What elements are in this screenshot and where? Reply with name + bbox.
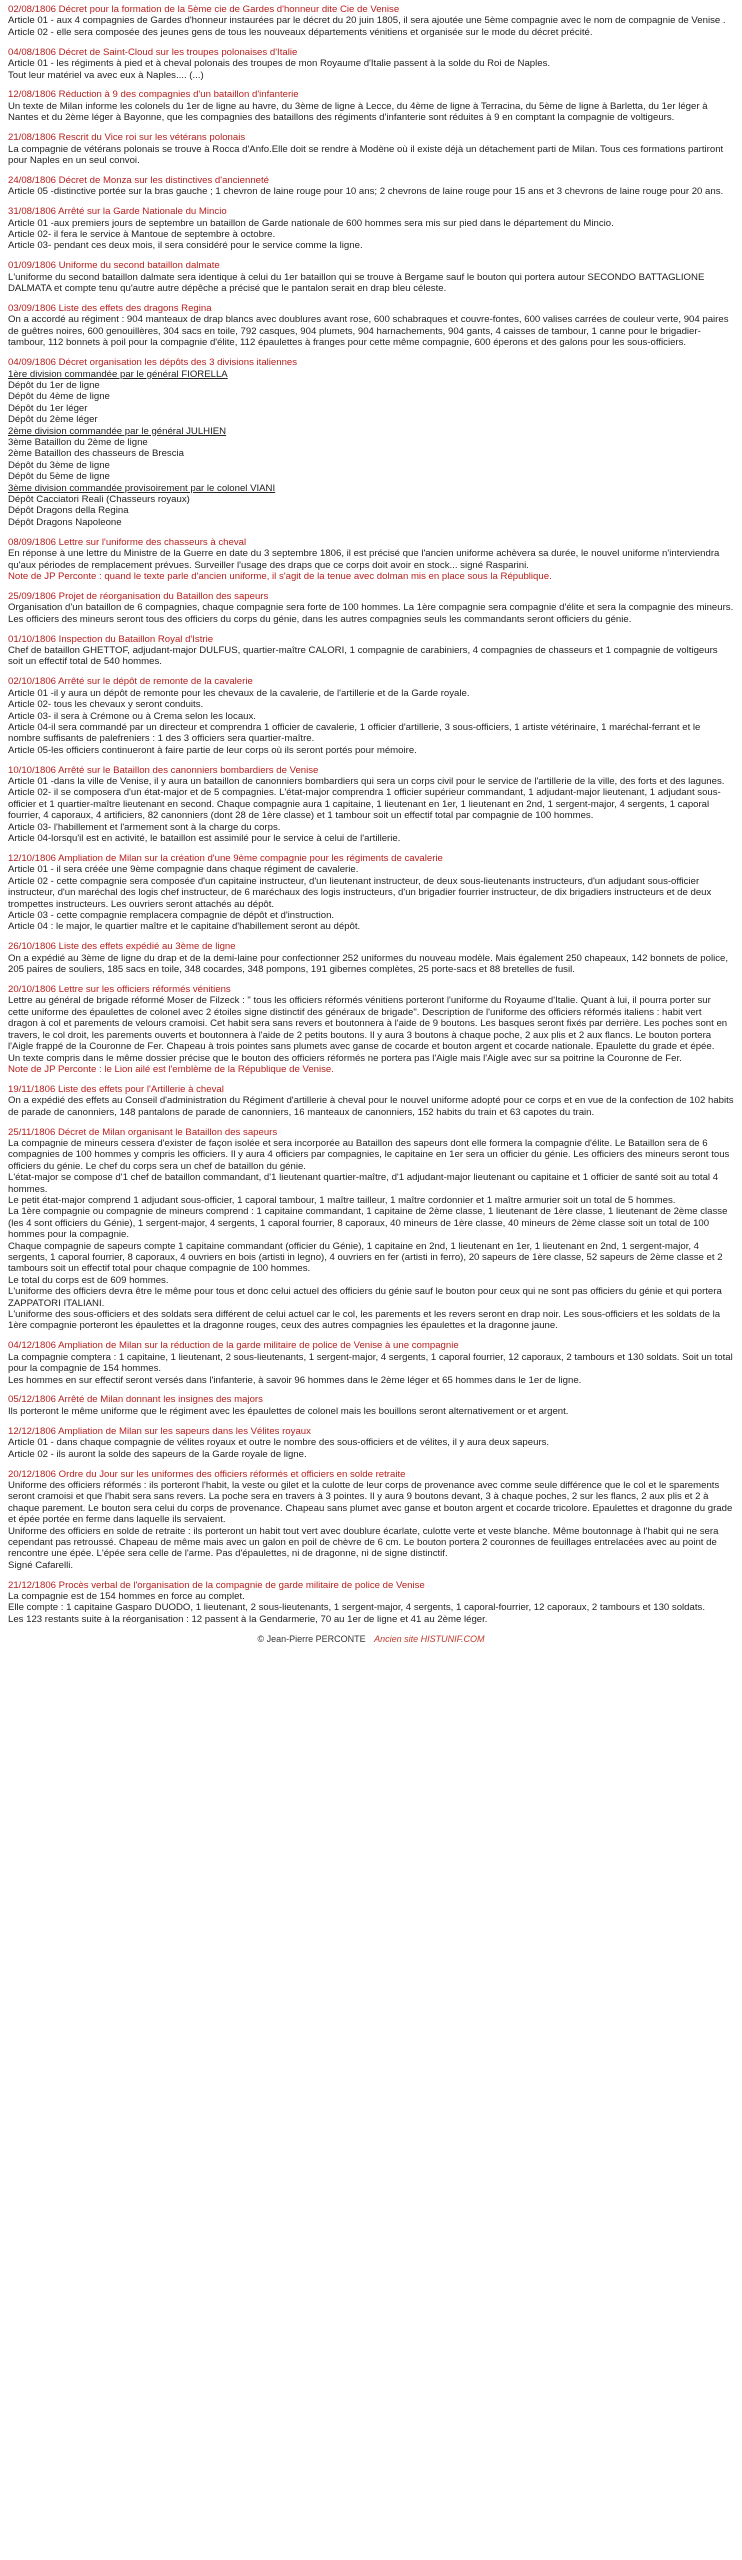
decree-paragraph: Le petit état-major comprend 1 adjudant sous-officier, 1 caporal tambour, 1 maître tailleur, 1 maître cordonnier et 1 maître armurier soit un total de 5 hommes. (8, 1194, 676, 1206)
site-link[interactable]: Ancien site HISTUNIF.COM (374, 1633, 485, 1644)
decree-paragraph: En réponse à une lettre du Ministre de la Guerre en date du 3 septembre 1806, il est précisé que l'ancien uniforme achèvera sa durée, le nouvel uniforme n'interviendra qu'aux périodes de remplacement prévues. Surveiller l'usage des draps que ce corps doit avoir en stock... signé Rasparini. (8, 548, 720, 571)
decree-title: 04/12/1806 Ampliation de Milan sur la réduction de la garde militaire de police de Venise à une compagnie (8, 1340, 459, 1352)
decree-title: 05/12/1806 Arrêté de Milan donnant les insignes des majors (8, 1394, 263, 1406)
footer (8, 1634, 734, 1645)
decree-paragraph: On a accordé au régiment : 904 manteaux de drap blancs avec doublures avant rose, 600 schabraques et couvre-fontes, 600 valises carrées de couleur verte, 904 paires de guêtres noires, 600 genouillères, 304 sacs en toile, 792 casques, 904 plumets, 904 harnachements, 904 gants, 4 caisses de tambour, 1 canne pour le brigadier-tambour, 112 bonnets à poil pour la compagnie d'élite, 112 épaulettes à franges pour cette même compagnie, 600 éperons et des galons pour les sous-officiers. (8, 314, 729, 349)
decree-title: 01/09/1806 Uniforme du second bataillon dalmate (8, 260, 220, 272)
decree-paragraph: Article 02 - cette compagnie sera composée d'un capitaine instructeur, d'un lieutenant instructeur, de deux sous-lieutenants instructeurs, d'un adjudant sous-officier instructeur, d'un maréchal des logis chef instructeur, de 6 maréchaux des logis instructeurs, d'un brigadier fourrier instructeur, de dix brigadiers instructeurs et de deux trompettes instructeurs. Les ouvriers seront attachés au dépôt. (8, 875, 712, 910)
decree-paragraph: La compagnie est de 154 hommes en force au complet. (8, 1591, 245, 1603)
decree-paragraph: 2ème Bataillon des chasseurs de Brescia (8, 448, 184, 460)
decree-paragraph: Article 03- pendant ces deux mois, il sera considéré pour le service comme la ligne. (8, 240, 363, 252)
decree-title: 08/09/1806 Lettre sur l'uniforme des chasseurs à cheval (8, 536, 247, 548)
decree-entry (8, 1394, 734, 1417)
decree-paragraph: Article 01 - aux 4 compagnies de Gardes d'honneur instaurées par le décret du 20 juin 1805, il sera ajoutée une 5ème compagnie avec le nom de compagnie de Venise . (8, 15, 726, 27)
decree-paragraph: Article 01 -il y aura un dépôt de remonte pour les chevaux de la cavalerie, de l'artillerie et de la Garde royale. (8, 687, 470, 699)
decree-paragraph: Article 01 - il sera créée une 9ème compagnie dans chaque régiment de cavalerie. (8, 864, 359, 876)
decree-title: 12/12/1806 Ampliation de Milan sur les sapeurs dans les Vélites royaux (8, 1425, 311, 1437)
decree-entry (8, 1426, 734, 1460)
decree-title: 04/09/1806 Décret organisation les dépôts des 3 divisions italiennes (8, 357, 298, 369)
decree-title: 04/08/1806 Décret de Saint-Cloud sur les troupes polonaises d'Italie (8, 46, 298, 58)
decree-paragraph: 3ème Bataillon du 2ème de ligne (8, 437, 148, 448)
decree-entry (8, 634, 734, 668)
decree-entry (8, 260, 734, 294)
decree-paragraph: Dépôt Dragons della Regina (8, 505, 129, 517)
decree-entry (8, 941, 734, 975)
decree-list (8, 4, 734, 1625)
decree-paragraph: On a expédié au 3ème de ligne du drap et de la demi-laine pour confectionner 252 uniformes du nouveau modèle. Mais également 250 chapeaux, 142 bonnets de police, 205 paires de souliers, 185 sacs en toile, 348 cocardes, 348 pompons, 191 gibernes complètes, 25 porte-sacs et 88 bretelles de fusil. (8, 952, 729, 976)
decree-paragraph: Le total du corps est de 609 hommes. (8, 1274, 169, 1286)
decree-paragraph: Article 02 - elle sera composée des jeunes gens de tous les nouveaux départements vénitiens et organisée sur le mode du décret précité. (8, 26, 593, 38)
decree-entry (8, 984, 734, 1075)
decree-title: 10/10/1806 Arrêté sur le Bataillon des canonniers bombardiers de Venise (8, 764, 319, 776)
decree-paragraph: Article 02- il se composera d'un état-major et de 5 compagnies. L'état-major comprendra 1 officier supérieur commandant, 1 adjudant-major lieutenant, 1 adjudant sous-officier et 1 quartier-maître lieutenant en second. Chaque compagnie aura 1 capitaine, 1 lieutenant en 1er, 1 lieutenant en 2nd, 1 sergent-major, 4 sergents, 1 caporal fourrier, 4 caporaux, 4 artificiers, 82 canonniers (dont 28 de 1ère classe) et 1 tambour soit un effectif total par compagnie de 100 hommes. (8, 787, 721, 822)
decree-paragraph: On a expédié des effets au Conseil d'administration du Régiment d'artillerie à cheval pour le nouvel uniforme adopté pour ce corps et en vue de la confection de 102 habits de parade de canonniers, 148 pantalons de parade de canonniers, 16 manteaux de canonniers, 152 habits du train et 63 capotes du train. (8, 1095, 734, 1118)
decree-paragraph: Tout leur matériel va avec eux à Naples.... (...) (8, 69, 204, 81)
decree-title: 26/10/1806 Liste des effets expédié au 3ème de ligne (8, 941, 236, 953)
decree-paragraph: Article 02- tous les chevaux y seront conduits. (8, 699, 204, 711)
decree-paragraph: Organisation d'un bataillon de 6 compagnies, chaque compagnie sera forte de 100 hommes. La 1ère compagnie sera compagnie d'élite et sera la compagnie des mineurs. Les officiers des mineurs seront tous des officiers du corps du génie, dans les autres compagnies seuls les commandants seront officiers du génie. (8, 602, 734, 625)
author-note: Note de JP Perconte : le Lion ailé est l'emblème de la République de Venise. (8, 1063, 334, 1075)
decree-paragraph: Dépôt du 2ème léger (8, 414, 98, 426)
decree-entry (8, 175, 734, 198)
decree-paragraph: Dépôt du 3ème de ligne (8, 459, 110, 471)
decree-paragraph: La compagnie comptera : 1 capitaine, 1 lieutenant, 2 sous-lieutenants, 1 sergent-major, 4 sergents, 1 caporal fourrier, 12 caporaux, 2 tambours et 130 soldats. Soit un total pour la compagnie de 154 hommes. (8, 1351, 733, 1375)
division-heading: 2ème division commandée par le général JULHIEN (8, 425, 227, 437)
decree-title: 25/09/1806 Projet de réorganisation du Bataillon des sapeurs (8, 590, 269, 602)
decree-paragraph: L'uniforme des sous-officiers et des soldats sera différent de celui actuel car le col, les parements et les revers seront en drap noir. Les sous-officiers et les soldats de la 1ère compagnie porteront les épaulettes et la dragonne rouges, ceux des autres compagnies les épaulettes et la dragonne jaune. (8, 1309, 721, 1332)
decree-title: 02/10/1806 Arrêté sur le dépôt de remonte de la cavalerie (8, 676, 253, 688)
decree-paragraph: Article 01 -dans la ville de Venise, il y aura un bataillon de canonniers bombardiers qui sera un corps civil pour le service de l'artillerie de la ville, des forts et des lagunes. (8, 776, 725, 788)
decree-entry (8, 537, 734, 583)
decree-entry (8, 303, 734, 349)
decree-entry (8, 1580, 734, 1626)
author-note: Note de JP Perconte : quand le texte parle d'ancien uniforme, il s'agit de la tenue avec dolman mis en place sous la République. (8, 570, 552, 582)
decree-paragraph: Lettre au général de brigade réformé Moser de Filzeck : " tous les officiers réformés vénitiens porteront l'uniforme du Royaume d'Italie. Quant à lui, il pourra porter sur cette uniforme des épaulettes de colonel avec 2 étoiles signe distinctif des généraux de brigade". Description de l'uniforme des officiers réformés italiens : habit vert dragon à col et parements de velours cramoisi. Cet habit sera sans revers et boutonnera à l'aide de 9 boutons. Les basques seront fixés par derrière. Les poches sont en travers, le col droit, les parements ouverts et boutonnera à l'aide de 2 petits boutons. Il y aura 3 boutons à chaque poche, 2 aux plis et 2 aux flancs. Le bouton portera l'Aigle frappé de la Couronne de Fer. Chapeau à trois pointes sans plumets avec ganse de cocarde et bouton argent et cocarde nationale. Epaulette du grade et épée. (8, 995, 728, 1053)
decree-entry (8, 1127, 734, 1332)
decree-paragraph: Article 04 : le major, le quartier maître et le capitaine d'habillement seront au dépôt. (8, 921, 361, 933)
division-heading: 3ème division commandée provisoirement par le colonel VIANI (8, 482, 276, 494)
decree-title: 12/10/1806 Ampliation de Milan sur la création d'une 9ème compagnie pour les régiments de cavalerie (8, 853, 443, 864)
decree-entry (8, 47, 734, 81)
decree-title: 03/09/1806 Liste des effets des dragons Regina (8, 303, 212, 315)
decree-paragraph: L'uniforme du second bataillon dalmate sera identique à celui du 1er bataillon qui se trouve à Bergame sauf le bouton qui portera autour SECONDO BATTAGLIONE DALMATA et compte tenu qu'autre autre dépêche a précisé que le pantalon serait en drap bleu céleste. (8, 271, 705, 295)
decree-entry (8, 765, 734, 845)
decree-paragraph: Article 01 - dans chaque compagnie de vélites royaux et outre le nombre des sous-officiers et de vélites, il y aura deux sapeurs. (8, 1437, 550, 1449)
decree-paragraph: Article 04-il sera commandé par un directeur et comprendra 1 officier de cavalerie, 1 officier d'artillerie, 3 sous-officiers, 1 artiste vétérinaire, 1 maréchal-ferrant et le nombre suffisants de palefreniers : 1 des 3 officiers sera quartier-maître. (8, 721, 701, 745)
decree-paragraph: Article 03 - cette compagnie remplacera compagnie de dépôt et d'instruction. (8, 910, 335, 922)
decree-paragraph: La 1ère compagnie ou compagnie de mineurs comprend : 1 capitaine commandant, 1 capitaine de 2ème classe, 1 lieutenant de 1ère classe, 1 lieutenant de 2ème classe (les 4 sont officiers du Génie), 1 sergent-major, 4 sergents, 1 caporal fourrier, 8 caporaux, 40 mineurs de 1ère classe, 40 mineurs de 2ème classe soit un total de 100 hommes pour la compagnie. (8, 1206, 728, 1241)
decree-paragraph: Dépôt Dragons Napoleone (8, 516, 122, 528)
decree-entry (8, 1340, 734, 1386)
decree-paragraph: Signé Cafarelli. (8, 1559, 74, 1571)
decree-entry (8, 1469, 734, 1572)
decree-title: 31/08/1806 Arrêté sur la Garde Nationale du Mincio (8, 206, 227, 218)
decree-paragraph: Dépôt du 4ème de ligne (8, 391, 110, 403)
decree-paragraph: Chaque compagnie de sapeurs compte 1 capitaine commandant (officier du Génie), 1 capitaine en 2nd, 1 lieutenant en 1er, 1 lieutenant en 2nd, 1 sergent-major, 4 sergents, 1 caporal fourrier, 8 caporaux, 4 ouvriers en bois (artisti in legno), 4 ouvriers en fer (artisti in ferro), 20 sapeurs de 1ère classe, 52 sapeurs de 2ème classe et 2 tambours soit un effectif total pour chaque compagnie de 100 hommes. (8, 1240, 723, 1275)
decree-paragraph: Ils porteront le même uniforme que le régiment avec les épaulettes de colonel mais les bouillons seront alternativement or et argent. (8, 1405, 569, 1417)
decree-title: 19/11/1806 Liste des effets pour l'Artillerie à cheval (8, 1083, 224, 1095)
decree-entry (8, 591, 734, 625)
copyright-text: © Jean-Pierre PERCONTE (257, 1633, 366, 1644)
decree-title: 12/08/1806 Réduction à 9 des compagnies d'un bataillon d'infanterie (8, 89, 299, 101)
decree-paragraph: Dépôt Cacciatori Reali (Chasseurs royaux) (8, 494, 190, 506)
decree-paragraph: Dépôt du 5ème de ligne (8, 471, 110, 483)
decree-title: 21/08/1806 Rescrit du Vice roi sur les vétérans polonais (8, 132, 246, 144)
decree-entry (8, 357, 734, 528)
decree-title: 21/12/1806 Procès verbal de l'organisation de la compagnie de garde militaire de police de Venise (8, 1579, 425, 1591)
decree-title: 01/10/1806 Inspection du Bataillon Royal d'Istrie (8, 633, 214, 645)
decree-entry (8, 1084, 734, 1118)
decree-paragraph: Les hommes en sur effectif seront versés dans l'infanterie, à savoir 96 hommes dans le 2ème léger et 65 hommes dans le 1er de ligne. (8, 1374, 582, 1386)
decree-paragraph: Elle compte : 1 capitaine Gasparo DUODO, 1 lieutenant, 2 sous-lieutenants, 1 sergent-major, 4 sergents, 1 caporal-fourrier, 12 caporaux, 2 tambours et 130 soldats. (8, 1602, 705, 1614)
decree-paragraph: L'uniforme des officiers devra être le même pour tous et donc celui actuel des officiers du génie sauf le bouton pour ceux qui ne sont pas officiers du génie et qui portera ZAPPATORI ITALIANI. (8, 1286, 722, 1309)
decree-paragraph: Uniforme des officiers réformés : ils porteront l'habit, la veste ou gilet et la culotte de leur corps de provenance avec comme seule différence que le col et le sparements seront cramoisi et que l'habit sera sans revers. La poche sera en travers à 3 pointes. Il y aura 9 boutons devant, 3 à chaque poches, 2 sur les flancs, 2 aux plis et 2 à chaque parement. Le bouton sera celui du corps de provenance. Chapeau sans plumet avec ganse et bouton argent et cocarde tricolore. Epaulettes et dragonne du grade et épée portée en ferme dans laquelle ils servaient. (8, 1479, 733, 1526)
decree-title: 20/10/1806 Lettre sur les officiers réformés vénitiens (8, 984, 231, 996)
decree-entry (8, 132, 734, 166)
decree-paragraph: Article 02- il fera le service à Mantoue de septembre à octobre. (8, 229, 276, 240)
decree-paragraph: Uniforme des officiers en solde de retraite : ils porteront un habit tout vert avec doublure écarlate, culotte verte et veste blanche. Même boutonnage à l'habit qui ne sera cependant pas retroussé. Chapeau de même mais avec un galon en poil de chèvre de 6 cm. Le bouton portera 2 couronnes de feuillages entrelacées avec au point de rencontre une épée. L'épée sera celle de l'arme. Pas d'épaulettes, ni de dragonne, ni de signe distinctif. (8, 1525, 719, 1560)
decree-paragraph: Les 123 restants suite à la réorganisation : 12 passent à la Gendarmerie, 70 au 1er de ligne et 41 au 2ème léger. (8, 1613, 488, 1625)
decree-paragraph: Article 02 - ils auront la solde des sapeurs de la Garde royale de ligne. (8, 1448, 307, 1460)
decree-paragraph: Dépôt du 1er de ligne (8, 379, 100, 391)
division-heading: 1ère division commandée par le général FIORELLA (8, 368, 228, 380)
decree-title: 20/12/1806 Ordre du Jour sur les uniformes des officiers réformés et officiers en solde retraite (8, 1468, 406, 1480)
decree-paragraph: Chef de bataillon GHETTOF, adjudant-major DULFUS, quartier-maître CALORI, 1 compagnie de carabiniers, 4 compagnies de chasseurs et 1 compagnie de voltigeurs soit un effectif total de 540 hommes. (8, 645, 718, 668)
decree-paragraph: Article 05 -distinctive portée sur la bras gauche ; 1 chevron de laine rouge pour 10 ans; 2 chevrons de laine rouge pour 15 ans et 3 chevrons de laine rouge pour 20 ans. (8, 186, 724, 198)
decree-paragraph: Article 03- il sera à Crémone ou à Crema selon les locaux. (8, 710, 256, 722)
decree-paragraph: Article 04-lorsqu'il est en activité, le bataillon est assimilé pour le service à celui de l'artillerie. (8, 833, 401, 845)
decree-entry (8, 206, 734, 252)
decree-title: 24/08/1806 Décret de Monza sur les distinctives d'ancienneté (8, 174, 270, 186)
decree-paragraph: La compagnie de mineurs cessera d'exister de façon isolée et sera incorporée au Bataillon des sapeurs dont elle formera la compagnie d'élite. Le Bataillon sera de 6 compagnies de 100 hommes y compris les officiers. Il y aura 4 officiers par compagnies, le capitaine en 1er sera un officier du génie. Les officiers des mineurs seront tous officiers du génie. Le chef du corps sera un chef de bataillon du génie. (8, 1137, 730, 1172)
decree-title: 25/11/1806 Décret de Milan organisant le Bataillon des sapeurs (8, 1126, 278, 1138)
decree-paragraph: L'état-major se compose d'1 chef de bataillon commandant, d'1 lieutenant quartier-maître, d'1 adjudant-major lieutenant ou capitaine et 1 officier de santé soit au total 4 hommes. (8, 1172, 719, 1195)
decree-entry (8, 89, 734, 123)
decree-paragraph: Un texte compris dans le même dossier précise que le bouton des officiers réformés ne portera pas l'Aigle mais l'Aigle avec sur sa poitrine la Couronne de Fer. (8, 1052, 682, 1064)
decree-paragraph: Un texte de Milan informe les colonels du 1er de ligne au havre, du 3ème de ligne à Lecce, du 4ème de ligne à Terracina, du 5ème de ligne à Barletta, du 1er léger à Nantes et du 2ème léger à Bayonne, que les compagnies des bataillons des régiments d'infanterie sont réduites à 9 en comptant la compagnie de voltigeurs. (8, 100, 708, 124)
decree-paragraph: Article 05-les officiers continueront à faire partie de leur corps où ils seront portés pour mémoire. (8, 744, 417, 756)
decree-paragraph: Article 01 -aux premiers jours de septembre un bataillon de Garde nationale de 600 hommes sera mis sur pied dans le département du Mincio. (8, 217, 614, 229)
decree-title: 02/08/1806 Décret pour la formation de la 5ème cie de Gardes d'honneur dite Cie de Venise (8, 4, 400, 15)
decree-entry (8, 853, 734, 933)
decree-entry (8, 676, 734, 756)
decree-paragraph: Dépôt du 1er léger (8, 402, 88, 414)
decree-entry (8, 4, 734, 38)
decree-paragraph: La compagnie de vétérans polonais se trouve à Rocca d'Anfo.Elle doit se rendre à Modène où il existe déjà un détachement parti de Milan. Tous ces formations partiront pour Naples en un seul convoi. (8, 143, 724, 166)
decree-paragraph: Article 01 - les régiments à pied et à cheval polonais des troupes de mon Royaume d'Italie passent à la solde du Roi de Naples. (8, 58, 551, 70)
decree-paragraph: Article 03- l'habillement et l'armement sont à la charge du corps. (8, 821, 281, 833)
